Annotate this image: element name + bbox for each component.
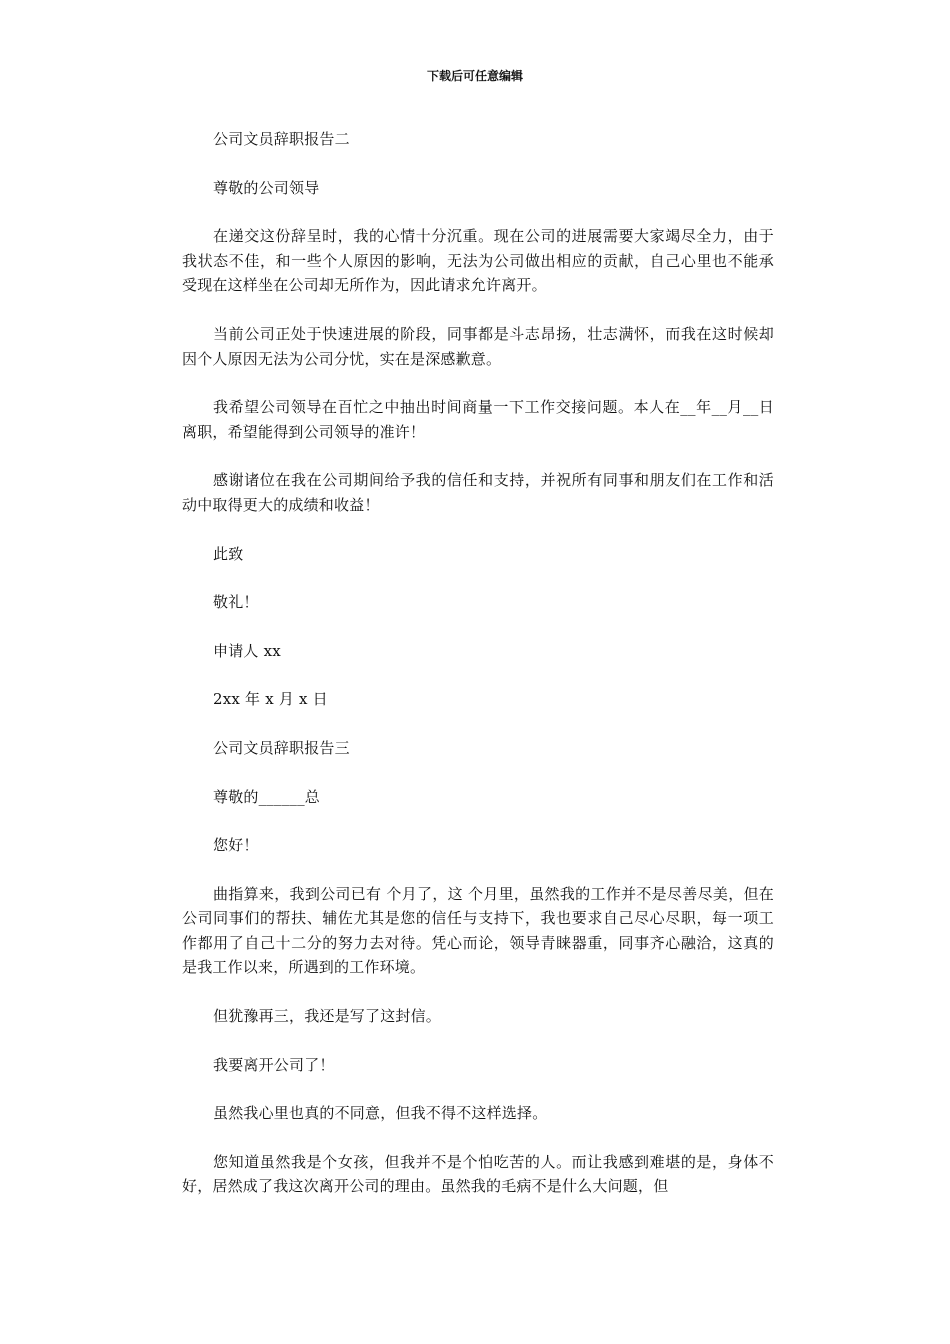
- body-paragraph: 我希望公司领导在百忙之中抽出时间商量一下工作交接问题。本人在__年__月__日离职，希望能得到公司领导的准许！: [182, 398, 774, 441]
- body-paragraph: 您知道虽然我是个女孩，但我并不是个怕吃苦的人。而让我感到难堪的是，身体不好，居然成了我这次离开公司的理由。虽然我的毛病不是什么大问题，但: [182, 1152, 774, 1196]
- letter-date: 2xx 年 x 月 x 日: [213, 690, 328, 709]
- closing-regards: 敬礼！: [213, 593, 259, 612]
- salutation: 尊敬的______总: [213, 787, 321, 806]
- body-paragraph: 在递交这份辞呈时，我的心情十分沉重。现在公司的进展需要大家竭尽全力，由于我状态不佳，和一些个人原因的影响，无法为公司做出相应的贡献，自己心里也不能承受现在这样坐在公司却无所作为，因此请求允许离开。: [182, 227, 774, 295]
- report-title-2: 公司文员辞职报告二: [213, 130, 350, 148]
- body-paragraph: 但犹豫再三，我还是写了这封信。: [213, 1007, 442, 1026]
- body-paragraph: 虽然我心里也真的不同意，但我不得不这样选择。: [213, 1104, 548, 1123]
- salutation: 尊敬的公司领导: [213, 178, 320, 197]
- document-body: [182, 127, 774, 1223]
- report-title-3: 公司文员辞职报告三: [213, 738, 350, 757]
- body-paragraph: 曲指算来，我到公司已有 个月了，这 个月里，虽然我的工作并不是尽善尽美，但在公司同事们的帮扶、辅佐尤其是您的信任与支持下，我也要求自己尽心尽职，每一项工作都用了自己十二分的努力去对待。凭心而论，领导青睐器重，同事齐心融洽，这真的是我工作以来，所遇到的工作环境。: [182, 884, 774, 977]
- body-paragraph: 我要离开公司了！: [213, 1055, 335, 1074]
- body-paragraph: 当前公司正处于快速进展的阶段，同事都是斗志昂扬，壮志满怀，而我在这时候却因个人原因无法为公司分忧，实在是深感歉意。: [182, 324, 774, 368]
- page-header: 下载后可任意编辑: [426, 69, 523, 83]
- greeting: 您好！: [213, 836, 259, 855]
- body-paragraph: 感谢诸位在我在公司期间给予我的信任和支持，并祝所有同事和朋友们在工作和活动中取得更大的成绩和收益！: [182, 471, 774, 514]
- closing-line: 此致: [213, 544, 244, 563]
- applicant-signature: 申请人 xx: [213, 641, 281, 660]
